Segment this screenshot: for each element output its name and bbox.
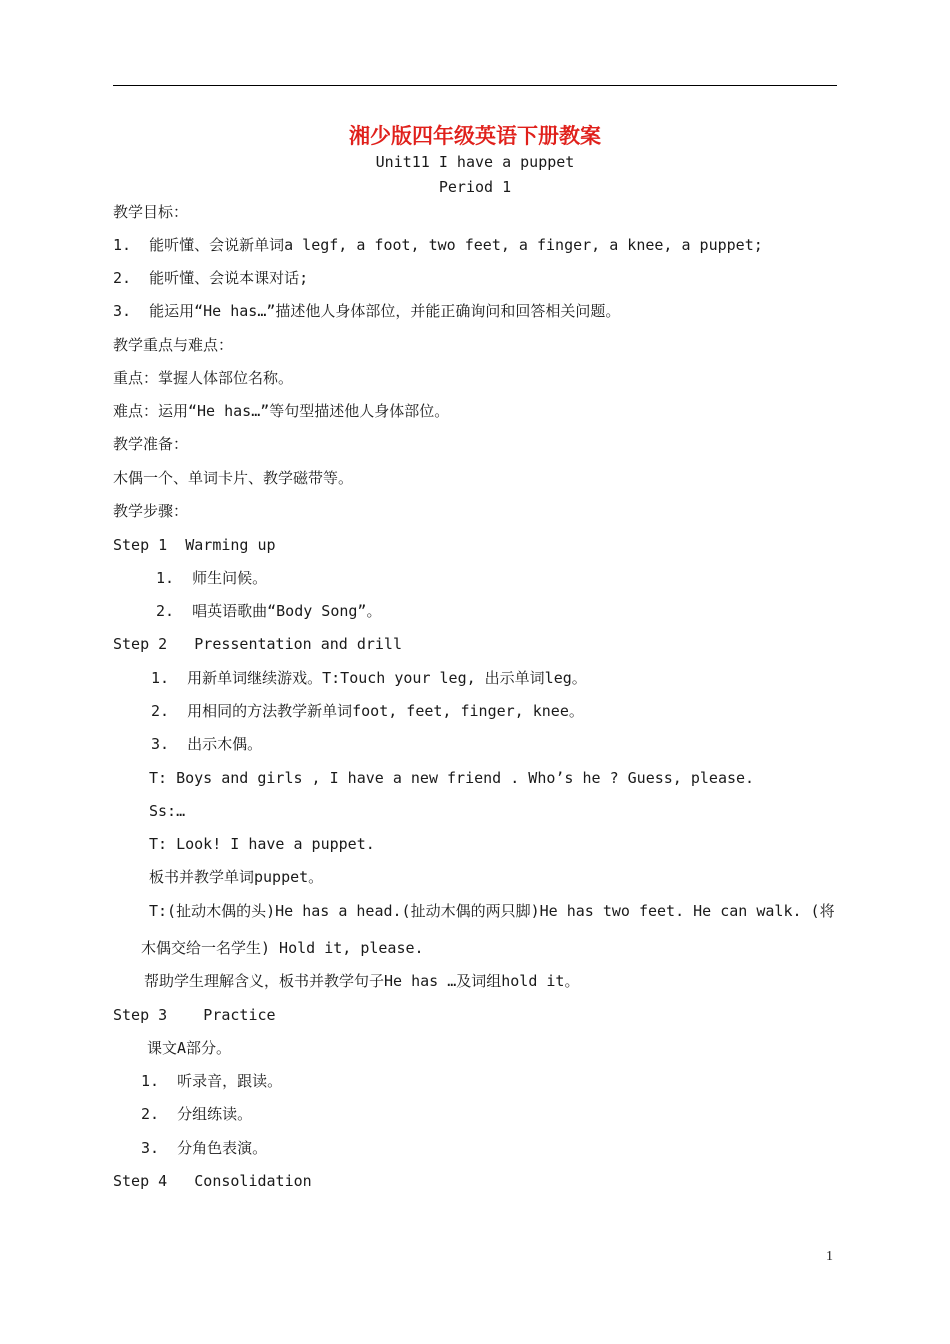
period-label: Period 1	[438, 178, 512, 196]
page-number: 1	[826, 1249, 833, 1264]
document-title: 湘少版四年级英语下册教案	[349, 124, 601, 148]
section-heading-preparation: 教学准备：	[113, 435, 189, 453]
header-rule	[113, 85, 837, 86]
preparation-text: 木偶一个、单词卡片、教学磁带等。	[113, 469, 354, 487]
instruction-line: 板书并教学单词puppet。	[149, 868, 324, 886]
dialogue-line: T: Look! I have a puppet.	[149, 835, 375, 853]
step-item: 课文A部分。	[147, 1039, 232, 1057]
dialogue-line: Ss:…	[149, 802, 186, 820]
section-heading-steps: 教学步骤：	[113, 502, 189, 520]
step-item: 2. 唱英语歌曲“Body Song”。	[156, 602, 382, 620]
step-heading: Step 2 Pressentation and drill	[113, 635, 402, 653]
dialogue-line: T: Boys and girls , I have a new friend . Who’s he ? Guess, please.	[149, 769, 755, 787]
step-heading: Step 4 Consolidation	[113, 1172, 312, 1190]
step-item: 1. 听录音，跟读。	[141, 1072, 283, 1090]
dialogue-line: T:(扯动木偶的头)He has a head.(扯动木偶的两只脚)He has two feet. He can walk. (将	[149, 902, 835, 920]
unit-title: Unit11 I have a puppet	[375, 153, 575, 171]
objective-item: 2. 能听懂、会说本课对话;	[113, 269, 309, 287]
objective-item: 1. 能听懂、会说新单词a legf, a foot, two feet, a finger, a knee, a puppet;	[113, 236, 763, 254]
section-heading-key-points: 教学重点与难点：	[113, 336, 234, 354]
objective-item: 3. 能运用“He has…”描述他人身体部位，并能正确询问和回答相关问题。	[113, 302, 621, 320]
step-heading: Step 1 Warming up	[113, 536, 276, 554]
step-item: 2. 用相同的方法教学新单词foot, feet, finger, knee。	[151, 702, 584, 720]
step-item: 3. 出示木偶。	[151, 735, 263, 753]
section-heading-objectives: 教学目标：	[113, 203, 189, 221]
step-item: 2. 分组练读。	[141, 1105, 253, 1123]
step-heading: Step 3 Practice	[113, 1006, 276, 1024]
key-point: 重点：掌握人体部位名称。	[113, 369, 294, 387]
difficult-point: 难点：运用“He has…”等句型描述他人身体部位。	[113, 402, 450, 420]
dialogue-line: 木偶交给一名学生) Hold it, please.	[141, 939, 424, 957]
step-item: 1. 师生问候。	[156, 569, 268, 587]
instruction-line: 帮助学生理解含义，板书并教学句子He has …及词组hold it。	[144, 972, 580, 990]
step-item: 3. 分角色表演。	[141, 1139, 268, 1157]
step-item: 1. 用新单词继续游戏。T:Touch your leg, 出示单词leg。	[151, 669, 587, 687]
